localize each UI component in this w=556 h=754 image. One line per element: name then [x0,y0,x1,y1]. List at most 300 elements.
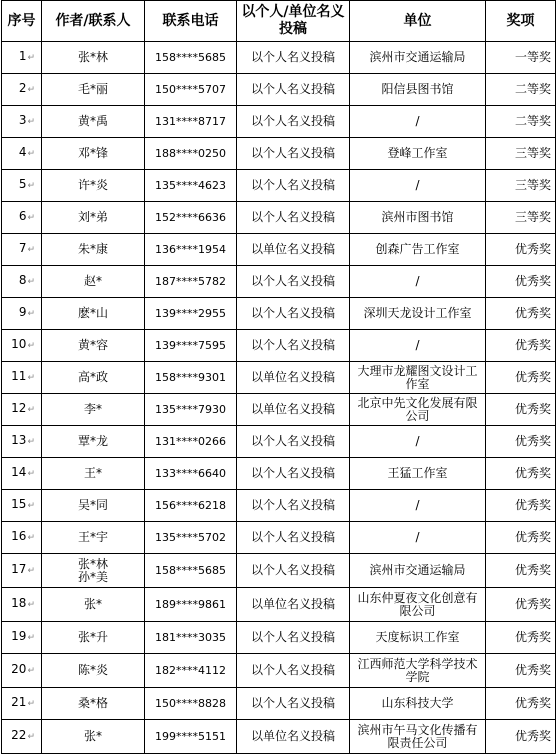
cell-unit [350,426,486,458]
cell-unit [350,74,486,106]
cell-mode [237,688,350,720]
cell-mode-text: 以个人名义投稿 [250,274,335,288]
cell-phone [145,490,237,522]
cell-award [486,234,556,266]
cell-mode [237,170,350,202]
cell-mode [237,720,350,754]
cell-seq-text: 11 [11,369,27,383]
cell-award-text: 三等奖 [514,178,551,192]
cell-author-text: 覃*龙 [77,434,108,448]
cell-award [486,394,556,426]
cell-seq-text: 21 [11,695,27,709]
cell-author-text: 许*炎 [77,178,108,192]
cell-phone-text: 135****4623 [155,179,226,192]
cell-award [486,138,556,170]
cell-award-text: 优秀奖 [514,306,551,320]
cell-author-text: 黄*容 [77,338,108,352]
cell-award-text: 优秀奖 [514,370,551,384]
cell-author-text: 王*宇 [77,530,108,544]
table-row [2,330,556,362]
cell-author [42,298,145,330]
cell-author-text: 赵* [83,274,102,288]
cell-phone [145,42,237,74]
cell-seq-text: 9 [18,305,27,319]
cell-award [486,622,556,654]
cell-mode-text: 以个人名义投稿 [250,663,335,677]
cell-mode [237,490,350,522]
cell-seq [2,622,42,654]
cell-seq [2,490,42,522]
cell-seq-text: 12 [11,401,27,415]
cell-unit [350,362,486,394]
table-row [2,298,556,330]
table-body [2,42,556,754]
cell-award [486,330,556,362]
cell-award-text: 二等奖 [514,82,551,96]
cell-phone-text: 158****9301 [155,371,226,384]
cell-author [42,106,145,138]
cell-award-text: 优秀奖 [514,597,551,611]
paragraph-mark-icon: ↵ [27,245,35,255]
table-row [2,234,556,266]
cell-author [42,202,145,234]
cell-phone-text: 135****7930 [155,403,226,416]
cell-author-text: 张*林 [77,50,108,64]
cell-award-text: 优秀奖 [514,729,551,743]
cell-mode-text: 以单位名义投稿 [250,597,335,611]
cell-phone [145,362,237,394]
paragraph-mark-icon: ↵ [27,600,35,610]
cell-award [486,74,556,106]
cell-author-text: 张*升 [77,630,108,644]
cell-author-text: 桑*格 [77,696,108,710]
cell-author-text: 张* [83,729,102,743]
cell-phone-text: 158****5685 [155,564,226,577]
table-row [2,42,556,74]
cell-seq [2,654,42,688]
cell-unit-text: 滨州市交通运输局 [369,50,466,64]
cell-award [486,688,556,720]
cell-seq-text: 18 [11,596,27,610]
cell-mode-text: 以个人名义投稿 [250,498,335,512]
table-row [2,394,556,426]
cell-unit-text: / [415,434,420,448]
cell-award-text: 三等奖 [514,146,551,160]
cell-seq-text: 1 [18,49,27,63]
paragraph-mark-icon: ↵ [27,213,35,223]
cell-unit-text: 滨州市交通运输局 [369,563,466,577]
cell-mode [237,330,350,362]
cell-seq-text: 3 [18,113,27,127]
cell-author [42,426,145,458]
cell-mode [237,522,350,554]
paragraph-mark-icon: ↵ [27,405,35,415]
cell-seq-text: 6 [18,209,27,223]
cell-author-text: 陈*炎 [77,663,108,677]
cell-mode-text: 以个人名义投稿 [250,563,335,577]
cell-mode-text: 以个人名义投稿 [250,434,335,448]
cell-seq [2,234,42,266]
cell-award [486,106,556,138]
table-row [2,522,556,554]
paragraph-mark-icon: ↵ [27,277,35,287]
cell-phone-text: 133****6640 [155,467,226,480]
cell-phone [145,202,237,234]
cell-author [42,234,145,266]
cell-seq [2,362,42,394]
cell-author [42,522,145,554]
cell-unit-text: 滨州市午马文化传播有限责任公司 [357,722,478,750]
cell-award-text: 优秀奖 [514,274,551,288]
cell-seq-text: 13 [11,433,27,447]
cell-phone [145,74,237,106]
table-row [2,362,556,394]
header-phone: 联系电话 [145,1,237,42]
cell-unit [350,330,486,362]
cell-unit [350,298,486,330]
cell-award-text: 优秀奖 [514,402,551,416]
cell-unit-text: / [415,530,420,544]
paragraph-mark-icon: ↵ [27,341,35,351]
cell-award-text: 二等奖 [514,114,551,128]
cell-author [42,622,145,654]
cell-phone [145,394,237,426]
paragraph-mark-icon: ↵ [27,437,35,447]
cell-award-text: 优秀奖 [514,696,551,710]
cell-mode-text: 以个人名义投稿 [250,82,335,96]
paragraph-mark-icon: ↵ [27,85,35,95]
cell-award [486,202,556,234]
cell-award-text: 优秀奖 [514,563,551,577]
cell-author-text: 张*林 孙*美 [77,556,108,584]
cell-mode [237,106,350,138]
cell-phone [145,298,237,330]
cell-author-text: 朱*康 [77,242,108,256]
cell-award [486,588,556,622]
cell-seq-text: 4 [18,145,27,159]
table-row [2,490,556,522]
cell-author [42,394,145,426]
cell-unit [350,522,486,554]
cell-author [42,138,145,170]
paragraph-mark-icon: ↵ [27,309,35,319]
cell-seq [2,522,42,554]
cell-phone [145,266,237,298]
cell-award-text: 优秀奖 [514,530,551,544]
cell-seq [2,106,42,138]
cell-phone [145,106,237,138]
cell-seq [2,170,42,202]
cell-mode [237,588,350,622]
paragraph-mark-icon: ↵ [27,373,35,383]
cell-seq-text: 19 [11,629,27,643]
cell-award [486,490,556,522]
table-row [2,554,556,588]
cell-award-text: 三等奖 [514,210,551,224]
cell-mode-text: 以个人名义投稿 [250,530,335,544]
cell-unit-text: / [415,338,420,352]
cell-mode-text: 以单位名义投稿 [250,402,335,416]
cell-unit-text: 山东科技大学 [381,696,454,710]
award-list-table [1,0,556,754]
header-award: 奖项 [486,1,556,42]
cell-seq [2,202,42,234]
cell-seq-text: 8 [18,273,27,287]
cell-unit [350,394,486,426]
paragraph-mark-icon: ↵ [27,633,35,643]
cell-mode [237,234,350,266]
cell-mode [237,458,350,490]
cell-mode [237,394,350,426]
cell-mode [237,654,350,688]
cell-mode-text: 以个人名义投稿 [250,210,335,224]
cell-seq-text: 10 [11,337,27,351]
cell-unit-text: 滨州市图书馆 [381,210,454,224]
cell-unit-text: 王猛工作室 [387,466,448,480]
cell-seq [2,720,42,754]
cell-author-text: 王* [83,466,102,480]
cell-unit [350,554,486,588]
cell-author [42,362,145,394]
cell-author [42,170,145,202]
cell-unit [350,266,486,298]
paragraph-mark-icon: ↵ [27,732,35,742]
cell-phone-text: 182****4112 [155,664,226,677]
cell-award [486,554,556,588]
cell-phone [145,138,237,170]
header-unit: 单位 [350,1,486,42]
cell-seq [2,74,42,106]
cell-unit [350,588,486,622]
cell-unit-text: 江西师范大学科学技术学院 [357,656,478,684]
cell-award [486,720,556,754]
cell-seq-text: 2 [18,81,27,95]
cell-mode [237,202,350,234]
cell-seq [2,458,42,490]
cell-mode-text: 以个人名义投稿 [250,306,335,320]
cell-author-text: 毛*丽 [77,82,108,96]
cell-phone [145,688,237,720]
cell-award [486,170,556,202]
cell-unit-text: / [415,498,420,512]
cell-phone [145,458,237,490]
cell-phone-text: 156****6218 [155,499,226,512]
cell-author-text: 麽*山 [77,306,108,320]
cell-award-text: 一等奖 [514,50,551,64]
cell-seq [2,298,42,330]
cell-seq [2,394,42,426]
cell-phone [145,426,237,458]
cell-phone-text: 150****5707 [155,83,226,96]
paragraph-mark-icon: ↵ [27,469,35,479]
cell-phone [145,234,237,266]
cell-unit-text: 登峰工作室 [387,146,448,160]
cell-unit-text: / [415,114,420,128]
cell-unit-text: 创森广告工作室 [375,242,460,256]
cell-unit [350,688,486,720]
cell-unit-text: / [415,274,420,288]
cell-phone [145,654,237,688]
cell-unit-text: / [415,178,420,192]
cell-mode-text: 以个人名义投稿 [250,146,335,160]
table-row [2,720,556,754]
cell-award [486,654,556,688]
cell-author [42,720,145,754]
cell-seq [2,138,42,170]
cell-unit-text: 阳信县图书馆 [381,82,454,96]
cell-seq [2,330,42,362]
paragraph-mark-icon: ↵ [27,533,35,543]
cell-unit [350,202,486,234]
cell-unit-text: 深圳天龙设计工作室 [363,306,472,320]
cell-mode-text: 以个人名义投稿 [250,338,335,352]
cell-author [42,74,145,106]
cell-author [42,554,145,588]
header-mode: 以个人/单位名义投稿 [237,1,350,42]
cell-award-text: 优秀奖 [514,630,551,644]
paragraph-mark-icon: ↵ [27,53,35,63]
cell-author-text: 吴*同 [77,498,108,512]
table-row [2,74,556,106]
paragraph-mark-icon: ↵ [27,666,35,676]
cell-phone-text: 189****9861 [155,598,226,611]
header-row [2,1,556,42]
table-row [2,106,556,138]
cell-mode-text: 以个人名义投稿 [250,466,335,480]
cell-mode [237,426,350,458]
table-row [2,426,556,458]
cell-author-text: 邓*锋 [77,146,108,160]
cell-phone-text: 131****0266 [155,435,226,448]
cell-phone-text: 187****5782 [155,275,226,288]
cell-mode [237,138,350,170]
cell-unit [350,720,486,754]
cell-mode-text: 以个人名义投稿 [250,114,335,128]
cell-award [486,266,556,298]
cell-author-text: 高*政 [77,370,108,384]
paragraph-mark-icon: ↵ [27,181,35,191]
cell-author [42,654,145,688]
cell-author-text: 张* [83,597,102,611]
paragraph-mark-icon: ↵ [27,699,35,709]
cell-mode [237,42,350,74]
cell-unit-text: 山东仲夏夜文化创意有限公司 [357,590,478,618]
cell-author [42,330,145,362]
cell-phone-text: 136****1954 [155,243,226,256]
cell-phone [145,588,237,622]
cell-phone-text: 131****8717 [155,115,226,128]
cell-mode-text: 以个人名义投稿 [250,50,335,64]
cell-seq-text: 22 [11,728,27,742]
cell-author-text: 李* [83,402,102,416]
cell-seq-text: 16 [11,529,27,543]
cell-phone-text: 139****7595 [155,339,226,352]
cell-phone-text: 199****5151 [155,730,226,743]
cell-award-text: 优秀奖 [514,338,551,352]
table-row [2,458,556,490]
table-row [2,202,556,234]
cell-unit-text: 大理市龙耀图文设计工作室 [357,363,478,391]
cell-author [42,688,145,720]
cell-phone-text: 152****6636 [155,211,226,224]
cell-seq-text: 20 [11,662,27,676]
cell-mode-text: 以单位名义投稿 [250,370,335,384]
cell-seq [2,688,42,720]
cell-mode-text: 以单位名义投稿 [250,242,335,256]
table-row [2,654,556,688]
cell-unit [350,106,486,138]
cell-seq [2,588,42,622]
cell-seq-text: 5 [18,177,27,191]
cell-phone-text: 150****8828 [155,697,226,710]
cell-mode [237,74,350,106]
cell-seq-text: 7 [18,241,27,255]
cell-phone [145,330,237,362]
cell-seq [2,554,42,588]
cell-unit [350,234,486,266]
table-row [2,266,556,298]
cell-mode [237,554,350,588]
cell-award [486,362,556,394]
cell-phone [145,522,237,554]
cell-unit-text: 北京中先文化发展有限公司 [357,395,478,423]
cell-mode [237,298,350,330]
cell-author-text: 刘*弟 [77,210,108,224]
cell-author-text: 黄*禹 [77,114,108,128]
cell-author [42,266,145,298]
paragraph-mark-icon: ↵ [27,149,35,159]
cell-phone-text: 181****3035 [155,631,226,644]
cell-seq [2,426,42,458]
cell-award [486,458,556,490]
cell-seq [2,266,42,298]
cell-award [486,426,556,458]
cell-award-text: 优秀奖 [514,498,551,512]
table-row [2,588,556,622]
cell-seq-text: 14 [11,465,27,479]
table-row [2,622,556,654]
cell-mode-text: 以个人名义投稿 [250,696,335,710]
cell-award-text: 优秀奖 [514,466,551,480]
cell-seq [2,42,42,74]
cell-author [42,588,145,622]
table-row [2,170,556,202]
cell-mode [237,622,350,654]
header-author: 作者/联系人 [42,1,145,42]
cell-award-text: 优秀奖 [514,434,551,448]
cell-phone [145,720,237,754]
cell-phone [145,622,237,654]
cell-award-text: 优秀奖 [514,242,551,256]
cell-unit [350,654,486,688]
cell-award [486,298,556,330]
cell-unit [350,490,486,522]
cell-phone-text: 139****2955 [155,307,226,320]
cell-phone [145,170,237,202]
cell-award [486,42,556,74]
cell-mode [237,266,350,298]
cell-seq-text: 15 [11,497,27,511]
paragraph-mark-icon: ↵ [27,566,35,576]
paragraph-mark-icon: ↵ [27,117,35,127]
cell-author [42,42,145,74]
cell-phone [145,554,237,588]
cell-unit [350,170,486,202]
cell-unit [350,138,486,170]
cell-unit [350,42,486,74]
cell-phone-text: 188****0250 [155,147,226,160]
cell-award-text: 优秀奖 [514,663,551,677]
